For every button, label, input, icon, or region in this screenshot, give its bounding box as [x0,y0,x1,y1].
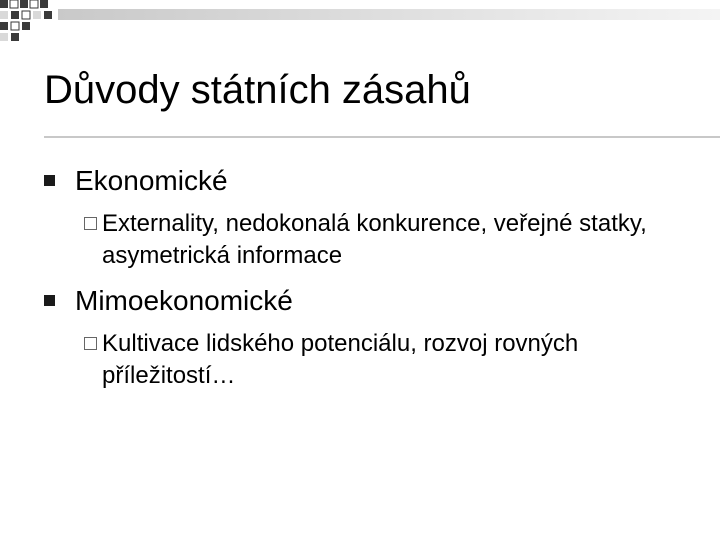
checkbox-bullet-icon [84,217,97,230]
checker-squares [0,0,52,41]
header-gradient-bar [58,9,720,20]
title-divider [44,136,720,138]
slide-title: Důvody státních zásahů [44,68,471,112]
sub-bullet-economic-reasons [84,208,684,272]
checkbox-bullet-icon [84,337,97,350]
sub-bullet-text: Kultivace lidského potenciálu, rozvoj rovných příležitostí… [102,330,579,389]
bullet-label: Ekonomické [75,165,228,196]
square-bullet-icon [44,175,55,186]
bullet-label: Mimoekonomické [75,285,293,316]
sub-bullet-non-economic-reasons [84,328,684,392]
square-bullet-icon [44,295,55,306]
sub-bullet-text: Externality, nedokonalá konkurence, veřejné statky, asymetrická informace [102,210,647,269]
decorative-header-pattern [0,0,720,48]
